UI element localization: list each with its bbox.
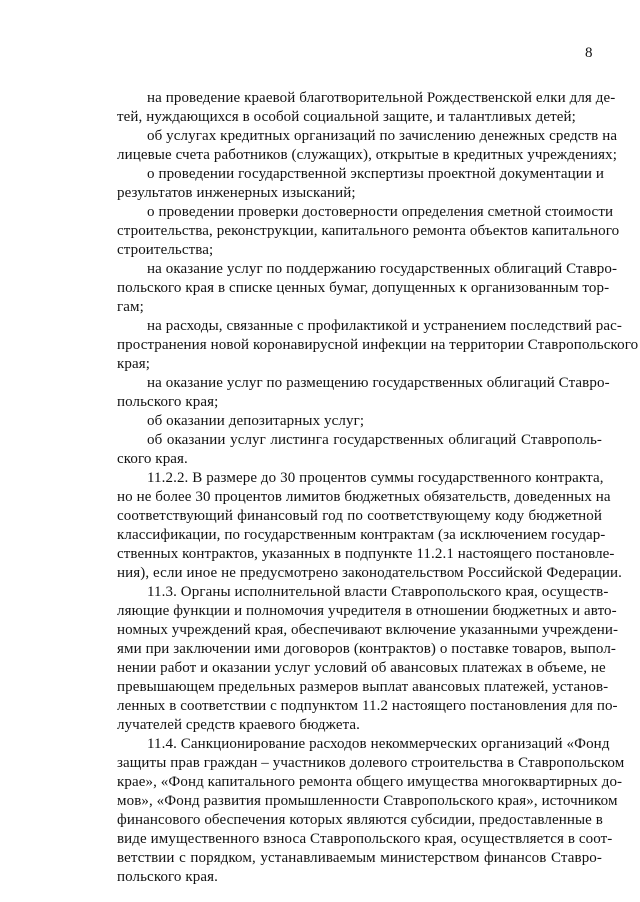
text-line: края; bbox=[117, 356, 151, 372]
text-line: соответствующий финансовый год по соответствующему коду бюджетной bbox=[117, 508, 602, 524]
text-line: на оказание услуг по поддержанию государственных облигаций Ставро- bbox=[147, 261, 618, 277]
text-line: об услугах кредитных организаций по зачислению денежных средств на bbox=[147, 128, 618, 144]
text-line: ями при заключении ими договоров (контрактов) о поставке товаров, выпол- bbox=[117, 641, 616, 657]
text-line: на проведение краевой благотворительной Рождественской елки для де- bbox=[147, 90, 616, 106]
text-line: ветствии с порядком, устанавливаемым министерством финансов Ставро- bbox=[117, 850, 602, 866]
text-line: гам; bbox=[117, 299, 144, 315]
text-line: пространения новой коронавирусной инфекции на территории Ставропольского bbox=[117, 337, 639, 353]
text-line: польского края; bbox=[117, 394, 219, 410]
text-line: финансового обеспечения которых являются субсидии, предоставленные в bbox=[117, 812, 603, 828]
text-line: мов», «Фонд развития промышленности Ставропольского края», источником bbox=[117, 793, 618, 809]
text-line: 11.2.2. В размере до 30 процентов суммы государственного контракта, bbox=[147, 470, 604, 486]
text-line: строительства; bbox=[117, 242, 214, 258]
text-line: о проведении проверки достоверности определения сметной стоимости bbox=[147, 204, 614, 220]
text-line: классификации, по государственным контрактам (за исключением государ- bbox=[117, 527, 606, 543]
text-line: но не более 30 процентов лимитов бюджетных обязательств, доведенных на bbox=[117, 489, 611, 505]
page-number: 8 bbox=[585, 45, 593, 61]
text-line: номных учреждений края, обеспечивают включение указанными учреждени- bbox=[117, 622, 619, 638]
text-line: нении работ и оказании услуг условий об авансовых платежах в объеме, не bbox=[117, 660, 606, 676]
text-line: виде имущественного взноса Ставропольского края, осуществляется в соот- bbox=[117, 831, 613, 847]
text-line: лучателей средств краевого бюджета. bbox=[117, 717, 361, 733]
text-line: польского края. bbox=[117, 869, 218, 885]
text-line: ния), если иное не предусмотрено законодательством Российской Федерации. bbox=[117, 565, 622, 581]
text-line: превышающем предельных размеров выплат авансовых платежей, установ- bbox=[117, 679, 609, 695]
text-line: лицевые счета работников (служащих), открытые в кредитных учреждениях; bbox=[117, 147, 617, 163]
text-line: защиты прав граждан – участников долевого строительства в Ставропольском bbox=[117, 755, 625, 771]
text-line: ленных в соответствии с подпунктом 11.2 настоящего постановления для по- bbox=[117, 698, 618, 714]
text-line: 11.4. Санкционирование расходов некоммерческих организаций «Фонд bbox=[147, 736, 610, 752]
text-line: на оказание услуг по размещению государственных облигаций Ставро- bbox=[147, 375, 610, 391]
text-line: результатов инженерных изысканий; bbox=[117, 185, 356, 201]
text-line: об оказании депозитарных услуг; bbox=[147, 413, 365, 429]
text-line: на расходы, связанные с профилактикой и устранением последствий рас- bbox=[147, 318, 622, 334]
text-line: ственных контрактов, указанных в подпункте 11.2.1 настоящего постановле- bbox=[117, 546, 615, 562]
text-line: ского края. bbox=[117, 451, 188, 467]
text-line: ляющие функции и полномочия учредителя в отношении бюджетных и авто- bbox=[117, 603, 617, 619]
text-line: об оказании услуг листинга государственных облигаций Ставрополь- bbox=[147, 432, 602, 448]
text-line: о проведении государственной экспертизы проектной документации и bbox=[147, 166, 604, 182]
text-line: тей, нуждающихся в особой социальной защите, и талантливых детей; bbox=[117, 109, 576, 125]
text-line: 11.3. Органы исполнительной власти Ставропольского края, осуществ- bbox=[147, 584, 609, 600]
text-line: крае», «Фонд капитального ремонта общего имущества многоквартирных до- bbox=[117, 774, 623, 790]
text-line: строительства, реконструкции, капитального ремонта объектов капитального bbox=[117, 223, 620, 239]
text-line: польского края в списке ценных бумаг, допущенных к организованным тор- bbox=[117, 280, 610, 296]
